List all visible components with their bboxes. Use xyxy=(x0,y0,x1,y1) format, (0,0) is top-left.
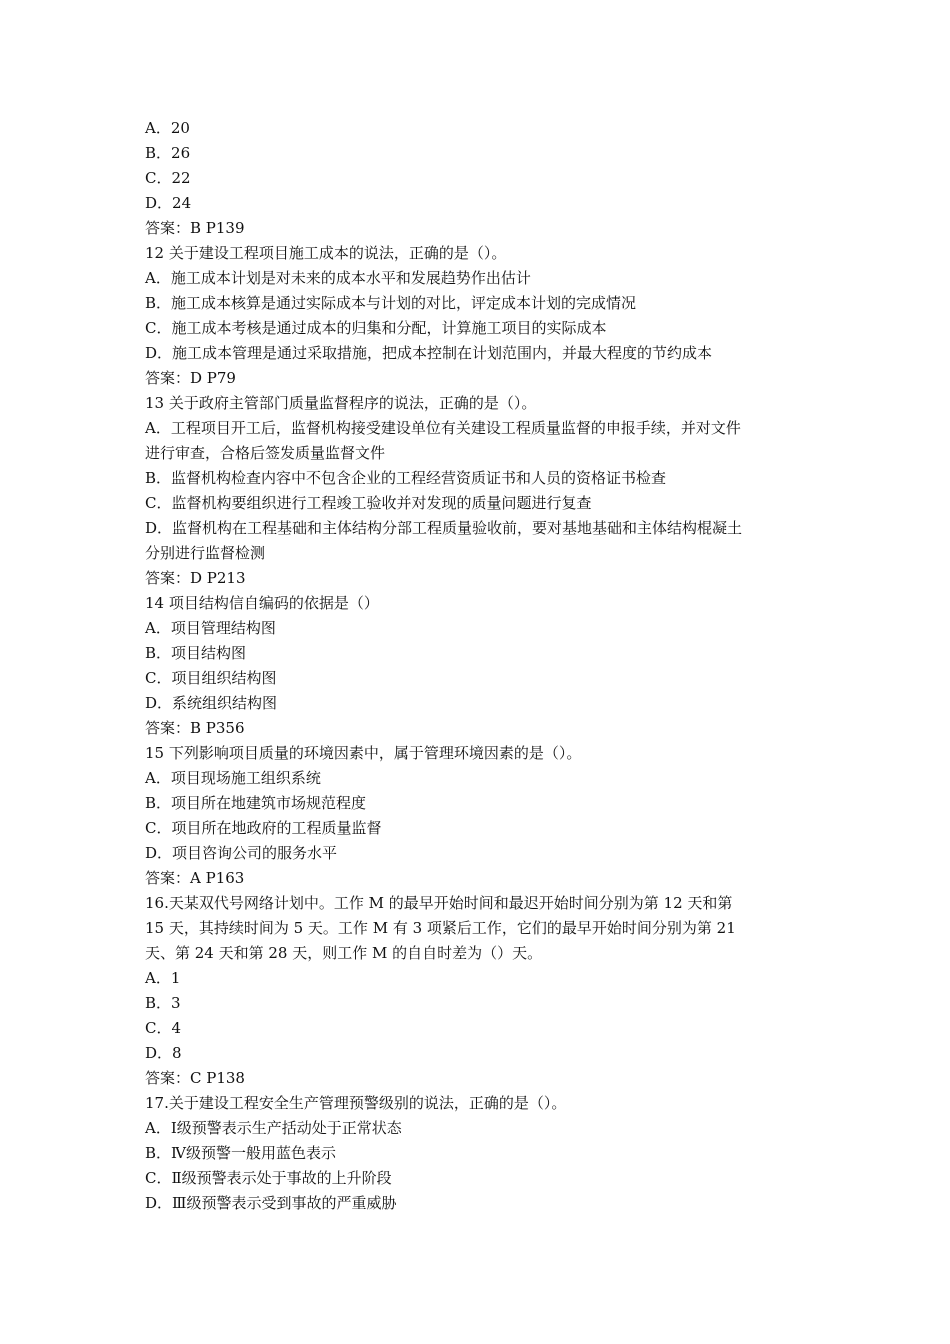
option-d: D．系统组织结构图 xyxy=(145,694,278,712)
option-a: A．施工成本计划是对未来的成本水平和发展趋势作出估计 xyxy=(145,269,531,287)
option-c: C．Ⅱ级预警表示处于事故的上升阶段 xyxy=(145,1169,392,1187)
option-c: C．项目组织结构图 xyxy=(145,669,277,687)
option-a: A．20 xyxy=(145,119,190,137)
option-d: D．Ⅲ级预警表示受到事故的严重威胁 xyxy=(145,1194,397,1212)
option-c: C．22 xyxy=(145,169,191,187)
option-b: B．施工成本核算是通过实际成本与计划的对比，评定成本计划的完成情况 xyxy=(145,294,637,312)
document-page xyxy=(145,116,810,1216)
answer-line: 答案：B P356 xyxy=(145,719,245,737)
answer-line: 答案：D P79 xyxy=(145,369,236,387)
option-d: D．24 xyxy=(145,194,192,212)
answer-line: 答案：B P139 xyxy=(145,219,245,237)
answer-line: 答案：C P138 xyxy=(145,1069,245,1087)
option-d: D．项目咨询公司的服务水平 xyxy=(145,844,338,862)
question-16-continued: 15 天，其持续时间为 5 天。工作 M 有 3 项紧后工作，它们的最早开始时间分别为第 21 xyxy=(145,919,736,937)
option-a: A．项目现场施工组织系统 xyxy=(145,769,321,787)
option-d: D．施工成本管理是通过采取措施，把成本控制在计划范围内，并最大程度的节约成本 xyxy=(145,344,713,362)
answer-line: 答案：D P213 xyxy=(145,569,246,587)
option-b: B．项目所在地建筑市场规范程度 xyxy=(145,794,367,812)
question-13: 13 关于政府主管部门质量监督程序的说法，正确的是（）。 xyxy=(145,394,537,412)
option-a: A．工程项目开工后，监督机构接受建设单位有关建设工程质量监督的申报手续，并对文件 xyxy=(145,419,741,437)
option-c: C．监督机构要组织进行工程竣工验收并对发现的质量问题进行复查 xyxy=(145,494,592,512)
question-17: 17.关于建设工程安全生产管理预警级别的说法，正确的是（）。 xyxy=(145,1094,567,1112)
option-c: C．施工成本考核是通过成本的归集和分配，计算施工项目的实际成本 xyxy=(145,319,607,337)
question-12: 12 关于建设工程项目施工成本的说法，正确的是（）。 xyxy=(145,244,507,262)
option-b: B．项目结构图 xyxy=(145,644,247,662)
option-a-continued: 进行审查，合格后签发质量监督文件 xyxy=(145,444,386,462)
question-16: 16.天某双代号网络计划中。工作 M 的最早开始时间和最迟开始时间分别为第 12 天和第 xyxy=(145,894,733,912)
question-15: 15 下列影响项目质量的环境因素中，属于管理环境因素的是（）。 xyxy=(145,744,582,762)
option-c: C．项目所在地政府的工程质量监督 xyxy=(145,819,382,837)
option-c: C．4 xyxy=(145,1019,182,1037)
option-b: B．Ⅳ级预警一般用蓝色表示 xyxy=(145,1144,337,1162)
option-d-continued: 分别进行监督检测 xyxy=(145,544,266,562)
option-b: B．26 xyxy=(145,144,191,162)
option-b: B．监督机构检查内容中不包含企业的工程经营资质证书和人员的资格证书检查 xyxy=(145,469,667,487)
option-d: D．8 xyxy=(145,1044,182,1062)
option-a: A．1 xyxy=(145,969,181,987)
option-a: A．项目管理结构图 xyxy=(145,619,276,637)
question-14: 14 项目结构信自编码的依据是（） xyxy=(145,594,379,612)
answer-line: 答案：A P163 xyxy=(145,869,245,887)
option-d: D．监督机构在工程基础和主体结构分部工程质量验收前，要对基地基础和主体结构棍凝土 xyxy=(145,519,743,537)
question-16-continued: 天、第 24 天和第 28 天，则工作 M 的自自时差为（）天。 xyxy=(145,944,543,962)
option-b: B．3 xyxy=(145,994,181,1012)
option-a: A．Ⅰ级预警表示生产括动处于正常状态 xyxy=(145,1119,402,1137)
